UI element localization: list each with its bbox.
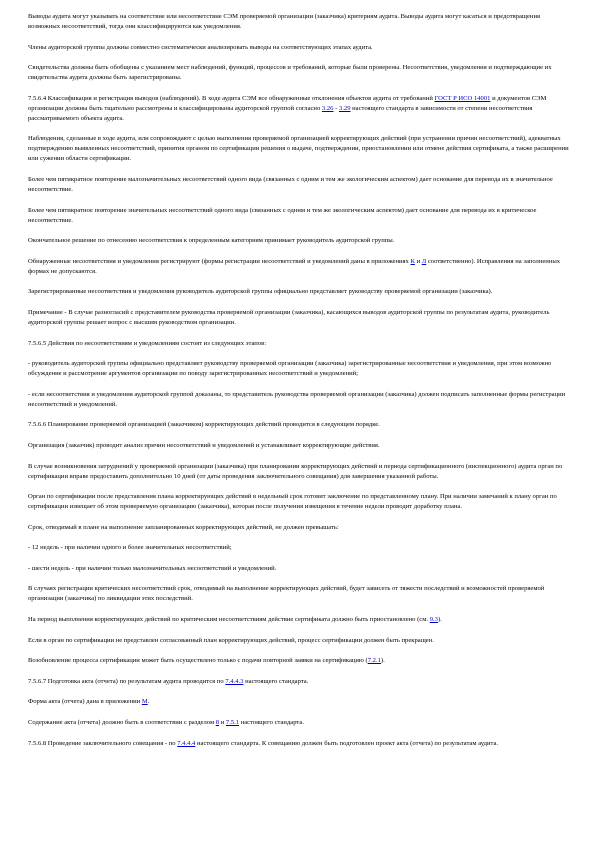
- paragraph-text: -: [333, 104, 339, 112]
- reference-link[interactable]: 7.4.4.4: [177, 739, 196, 747]
- paragraph-text: 7.5.6.7 Подготовка акта (отчета) по результатам аудита проводится по: [28, 677, 226, 685]
- paragraph-text: Более чем пятикратное повторение малозначительных несоответствий одного вида (связанных с одним и тем же экологическим аспектом) дает основание для перевода их в значительное несоответствие.: [28, 175, 553, 193]
- paragraph: [28, 206, 570, 226]
- paragraph: [28, 63, 570, 83]
- paragraph: [28, 523, 570, 533]
- paragraph: [28, 287, 570, 297]
- paragraph-text: Организация (заказчик) проводит анализ причин несоответствий и уведомлений и устанавливает корректирующие действия.: [28, 441, 380, 449]
- paragraph: [28, 441, 570, 451]
- paragraph-text: Окончательное решение по отнесению несоответствия к определенным категориям принимает руководитель аудиторской группы.: [28, 237, 395, 245]
- paragraph: [28, 564, 570, 574]
- paragraph-text: Форма акта (отчета) дана в приложении: [28, 698, 142, 706]
- paragraph: [28, 718, 570, 728]
- paragraph: [28, 43, 570, 53]
- paragraph-text: Содержание акта (отчета) должно быть в соответствии с разделом: [28, 719, 216, 727]
- paragraph-text: 7.5.6.4 Классификация и регистрация выводов (наблюдений). В ходе аудита СЭМ все обнаруженные отклонения объектов аудита от требований: [28, 94, 435, 102]
- paragraph-text: настоящего стандарта. К совещанию должен быть подготовлен проект акта (отчета) по результатам аудита.: [195, 739, 499, 747]
- paragraph-text: В случаях регистрации критических несоответствий срок, отводимый на выполнение корректирующих действий, будет зависеть от тяжести последствий и возможностей проверяемой организации (заказчика) по ликвидации этих последствий.: [28, 585, 545, 603]
- paragraph-text: настоящего стандарта.: [239, 719, 304, 727]
- paragraph-text: Примечание - В случае разногласий с представителем руководства проверяемой организации (заказчика), касающихся выводов аудиторской группы по результатам аудита, руководитель аудиторской группы решает вопрос с высшим руководством организации.: [28, 308, 550, 326]
- paragraph-text: Если в орган по сертификации не представлен согласованный план корректирующих действий, процесс сертификации должен быть прекращен.: [28, 636, 434, 644]
- paragraph: [28, 739, 570, 749]
- paragraph: [28, 543, 570, 553]
- paragraph-text: .: [147, 698, 150, 706]
- paragraph-text: и: [414, 257, 422, 265]
- reference-link[interactable]: 8: [215, 719, 220, 727]
- paragraph-text: и документов СЭМ организации должны быть тщательно рассмотрены и классифицированы аудиторской группой согласно: [28, 94, 547, 112]
- paragraph-text: - руководитель аудиторской группы официально представляет руководству проверяемой организации (заказчика) зарегистрированные несоответствия и уведомления, при этом возможно обсуждение и рассмотрение аргументов организации по поводу зарегистрированных несоответствий и уведомлений;: [28, 360, 552, 378]
- paragraph: [28, 339, 570, 349]
- reference-link[interactable]: 3.26: [321, 104, 334, 112]
- paragraph: [28, 94, 570, 124]
- paragraph-text: настоящего стандарта.: [243, 677, 309, 685]
- paragraph-text: настоящего стандарта в зависимости от степени несоответствия рассматриваемого объекта аудита.: [28, 104, 533, 122]
- paragraph-text: Свидетельства должны быть обобщены с указанием мест наблюдений, функций, процессов и требований, которые были проверены. Несоответствия, уведомления и подтверждающие их свидетельства аудита должны быть зарегистрированы.: [28, 64, 552, 82]
- paragraph: [28, 175, 570, 195]
- paragraph-text: 7.5.6.5 Действия по несоответствиям и уведомлениям состоят из следующих этапов:: [28, 339, 267, 347]
- paragraph-text: Обнаруженные несоответствия и уведомления регистрируют (формы регистрации несоответствий и уведомлений даны в приложениях: [28, 257, 411, 265]
- paragraph: [28, 308, 570, 328]
- reference-link[interactable]: 9.3: [429, 616, 438, 624]
- paragraph: [28, 492, 570, 512]
- reference-link[interactable]: М: [141, 698, 148, 706]
- paragraph-text: - если несоответствия и уведомления аудиторской группой доказаны, то представитель руководства проверяемой организации (заказчика) должен подписать заполненные формы регистрации несоответствий и уведомлений.: [28, 390, 566, 408]
- paragraph: [28, 236, 570, 246]
- paragraph-text: В случае возникновения затруднений у проверяемой организации (заказчика) при планировании корректирующих действий и периода сертификационного (инспекционного) аудита орган по сертификации вправе предоставить дополнительно 10 дней (от даты проведения заключительного совещания) для завершения указанной работы.: [28, 462, 563, 480]
- paragraph-text: Наблюдения, сделанные в ходе аудита, или сопровождают с целью выполнения проверяемой организацией корректирующих действий (при устранении причин несоответствий), адекватных подтверждению выявленных несоответствий, принятия органом по сертификации решения о выдаче, подтверждении, приостановлении или отмене действия сертификата, а также расширении или сужении области сертификации.: [28, 135, 569, 163]
- paragraph: [28, 134, 570, 164]
- paragraph: [28, 390, 570, 410]
- paragraph-text: и: [219, 719, 226, 727]
- paragraph-text: На период выполнения корректирующих действий по критическим несоответствиям действие сертификата должно быть приостановлено (см.: [28, 616, 430, 624]
- reference-link[interactable]: ГОСТ Р ИСО 14001: [434, 94, 491, 102]
- paragraph-text: Зарегистрированные несоответствия и уведомления руководитель аудиторской группы официально представляет руководству проверяемой организации (заказчика).: [28, 288, 493, 296]
- reference-link[interactable]: 7.4.4.3: [225, 677, 244, 685]
- paragraph-text: Члены аудиторской группы должны совместно систематически анализировать выводы на соответствующих этапах аудита.: [28, 43, 373, 51]
- paragraph: [28, 12, 570, 32]
- paragraph: [28, 615, 570, 625]
- paragraph: [28, 636, 570, 646]
- reference-link[interactable]: К: [410, 257, 415, 265]
- paragraph: [28, 697, 570, 707]
- reference-link[interactable]: 7.5.1: [225, 719, 240, 727]
- paragraph-text: ).: [380, 657, 385, 665]
- paragraph-text: 7.5.6.6 Планирование проверяемой организацией (заказчиком) корректирующих действий проводится в следующем порядке.: [28, 421, 380, 429]
- reference-link[interactable]: 3.29: [338, 104, 351, 112]
- paragraph-text: Срок, отводимый в плане на выполнение запланированных корректирующих действий, не должен превышать:: [28, 523, 339, 531]
- paragraph-text: Выводы аудита могут указывать на соответствие или несоответствие СЭМ проверяемой организации (заказчика) критериям аудита. Выводы аудита могут касаться и предотвращения возможных несоответствий, тогда они классифицируются как уведомления.: [28, 13, 541, 30]
- paragraph-text: - шести недель - при наличии только малозначительных несоответствий и уведомлений.: [28, 564, 277, 572]
- reference-link[interactable]: 7.2.1: [367, 657, 381, 665]
- paragraph: [28, 462, 570, 482]
- paragraph-text: Орган по сертификации после представления плана корректирующих действий в недельный срок готовит заключение по представленному плану. При наличии замечаний к плану орган по сертификации извещает об этом проверяемую организацию (заказчика), которая после получения извещения в течение недели проводит доработку плана.: [28, 493, 557, 511]
- paragraph: [28, 656, 570, 666]
- paragraph-text: Более чем пятикратное повторение значительных несоответствий одного вида (связанных с одним и тем же экологическим аспектом) дает основание для перевода их в критическое несоответствие.: [28, 206, 537, 224]
- paragraph: [28, 359, 570, 379]
- paragraph: [28, 420, 570, 430]
- paragraph-text: 7.5.6.8 Проведение заключительного совещания - по: [28, 739, 178, 747]
- paragraph-text: ).: [437, 616, 442, 624]
- paragraph-text: Возобновление процесса сертификации может быть осуществлено только с подачи повторной заявки на сертификацию (: [28, 657, 368, 665]
- paragraph: [28, 257, 570, 277]
- reference-link[interactable]: Л: [421, 257, 427, 265]
- document-body: [28, 12, 570, 759]
- paragraph: [28, 677, 570, 687]
- paragraph: [28, 584, 570, 604]
- paragraph-text: соответственно). Исправления на заполненных формах не допускаются.: [28, 257, 561, 275]
- paragraph-text: - 12 недель - при наличии одного и более значительных несоответствий;: [28, 544, 232, 552]
